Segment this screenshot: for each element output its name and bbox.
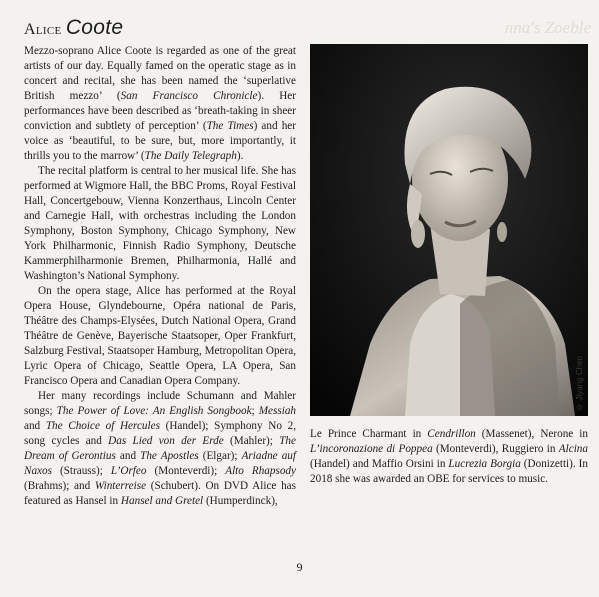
text-run: Her many recordings include Schumann and Mahler songs; — [24, 390, 296, 417]
text-run: ). — [236, 150, 244, 162]
text-run: Le Prince Charmant in — [310, 428, 428, 440]
bio-paragraph — [24, 284, 296, 389]
text-run: The recital platform is central to her musical life. She has performed at Wigmore Hall, the BBC Proms, Royal Festival Hall, Concertgebouw, Vienna Konzerthaus, Lincoln Center and Carnegie Hall, with orchestras including the London Symphony, Boston Symphony, Chicago Symphony, New York Philharmonic, Finnish Radio Symphony, Deutsche Kammerphilharmonie Bremen, Philharmonia, Hallé and Washington’s National Symphony. — [24, 165, 296, 282]
italic-title: Cendrillon — [427, 428, 476, 440]
text-run: (Massenet), Nerone in — [475, 428, 588, 440]
italic-title: Alcina — [558, 443, 588, 455]
biography-right-column — [310, 427, 588, 487]
bleed-through-text: nna's Zoeble — [504, 18, 591, 37]
italic-title: Ariadne auf Naxos — [24, 450, 296, 477]
page-number: 9 — [296, 560, 303, 574]
text-run: (Handel); Symphony No 2, song cycles and — [24, 420, 296, 447]
text-run: (Elgar); — [198, 450, 242, 462]
text-run: ) and her voice as ‘beautiful, to be sure, but, more importantly, it thrills you to the marrow’ ( — [24, 120, 296, 162]
photo-credit: © Jiyang Chen — [575, 356, 584, 412]
text-run: (Monteverdi); — [146, 465, 226, 477]
text-run: On the opera stage, Alice has performed at the Royal Opera House, Glyndebourne, Opéra national de Paris, Théâtre des Champs-Elysées, Dutch National Opera, Grand Théâtre de Genève, Bayerische Staatsoper, Oper Frankfurt, Salzburg Festival, Staatsoper Hamburg, Metropolitan Opera, Lyric Opera of Chicago, Seattle Opera, LA Opera, San Francisco Opera and Canadian Opera Company. — [24, 285, 296, 387]
text-run: and — [115, 450, 141, 462]
text-run: (Donizetti). In 2018 she was awarded an OBE for services to music. — [310, 458, 588, 485]
italic-title: Lucrezia Borgia — [448, 458, 521, 470]
bio-paragraph — [24, 389, 296, 509]
italic-title: Winterreise — [94, 480, 147, 492]
artist-portrait-photo — [310, 44, 588, 416]
text-run: (Schubert). On DVD Alice has featured as Hansel in — [24, 480, 296, 507]
italic-title: The Daily Telegraph — [144, 150, 237, 162]
italic-title: The Power of Love: An English Songbook — [56, 405, 252, 417]
italic-title: L’incoronazione di Poppea — [310, 443, 433, 455]
text-run: ). Her performances have been described as ‘breath-taking in sheer conviction and subtlety of perception’ ( — [24, 90, 296, 132]
text-run: and — [24, 420, 46, 432]
portrait-illustration — [310, 44, 588, 416]
artist-first-name: Alice — [24, 21, 62, 38]
text-run: (Handel) and Maffio Orsini in — [310, 458, 449, 470]
bio-paragraph — [24, 164, 296, 284]
italic-title: The Dream of Gerontius — [24, 435, 296, 462]
text-run: (Monteverdi), Ruggiero in — [432, 443, 559, 455]
text-run: Mezzo-soprano Alice Coote is regarded as one of the great artists of our day. Equally famed on the operatic stage as in concert and recital, she has been named the ‘superlative British mezzo’ ( — [24, 45, 296, 102]
text-run: (Strauss); — [51, 465, 111, 477]
italic-title: The Apostles — [140, 450, 199, 462]
text-run: ; — [251, 405, 259, 417]
biography-left-column — [24, 44, 296, 509]
italic-title: The Times — [206, 120, 254, 132]
italic-title: Hansel and Gretel — [120, 495, 204, 507]
italic-title: The Choice of Hercules — [45, 420, 160, 432]
italic-title: L’Orfeo — [110, 465, 147, 477]
italic-title: Messiah — [258, 405, 297, 417]
bio-paragraph — [24, 44, 296, 164]
italic-title: Alto Rhapsody — [225, 465, 296, 477]
italic-title: Das Lied von der Erde — [108, 435, 224, 447]
italic-title: San Francisco Chronicle — [120, 90, 258, 102]
text-run: (Mahler); — [223, 435, 280, 447]
bio-paragraph — [310, 427, 588, 487]
artist-last-name: Coote — [65, 16, 124, 39]
artist-heading — [24, 16, 123, 40]
text-run: (Brahms); and — [24, 480, 95, 492]
text-run: (Humperdinck), — [203, 495, 278, 507]
